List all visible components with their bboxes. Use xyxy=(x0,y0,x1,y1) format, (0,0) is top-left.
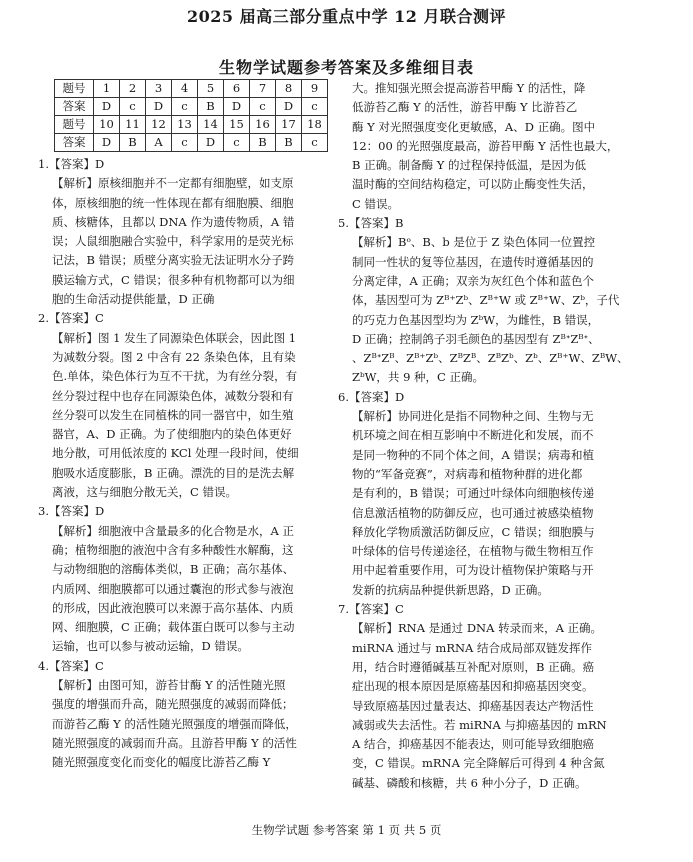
text-line: C 错误。 xyxy=(352,196,399,211)
text-line: 12：00 的光照强度最高，游苔甲酶 Y 活性也最大， xyxy=(352,138,619,153)
answer-table-cell: 16 xyxy=(250,116,276,134)
answer-table-cell: 8 xyxy=(276,80,302,98)
answer-table-cell: 9 xyxy=(302,80,328,98)
text-line: ZᵇW，共 9 种，C 正确。 xyxy=(352,370,484,385)
answer-table-header-cell: 题号 xyxy=(55,116,94,134)
text-line: 随光照强度变化而变化的幅度比游苔乙酶 Y xyxy=(52,755,271,770)
text-line: 变，C 错误。mRNA 完全降解后可得到 4 种含氮 xyxy=(352,756,605,771)
text-line: 内质网、细胞膜都可以通过囊泡的形式参与液泡 xyxy=(52,581,294,596)
answer-table-cell: B xyxy=(276,134,302,152)
answer-table-cell: D xyxy=(94,134,120,152)
text-line: 体，基因型可为 Zᴮ⁺Zᵇ、Zᴮ⁺W 或 Zᴮ⁺W、Zᵇ，子代 xyxy=(352,293,620,308)
text-line: 离液，这与细胞分散无关，C 错误。 xyxy=(52,485,237,500)
answer-table-cell: 2 xyxy=(120,80,146,98)
answer-table-cell: A xyxy=(146,134,172,152)
text-line: 4.【答案】C xyxy=(38,658,104,673)
text-line: 强度的增强而升高，随光照强度的减弱而降低； xyxy=(52,697,294,712)
text-line: 丝分裂过程中也存在同源染色体，减数分裂和有 xyxy=(52,388,294,403)
answer-table-cell: c xyxy=(120,98,146,116)
answer-table-header-cell: 题号 xyxy=(55,80,94,98)
text-line: 体，原核细胞的统一性体现在都有细胞膜、细胞 xyxy=(52,195,294,210)
text-line: 信息激活植物的防御反应，也可通过被感染植物 xyxy=(352,505,594,520)
answer-table-row xyxy=(55,80,328,98)
text-line: 是同一物种的不同个体之间，A 错误；病毒和植 xyxy=(352,447,594,462)
page-title: 2025 届高三部分重点中学 12 月联合测评 xyxy=(186,7,506,26)
text-line: 膜运输方式，C 错误；很多种有机物都可以为细 xyxy=(52,272,295,287)
text-line: 、ZᴮᐩZᴮ、Zᴮ⁺Zᵇ、ZᴮZᴮ、ZᴮZᵇ、Zᵇ、Zᴮ⁺W、ZᴮW、 xyxy=(352,351,629,366)
left-column xyxy=(38,155,352,773)
answer-table-cell: 14 xyxy=(198,116,224,134)
text-line: 碱基、磷酸和核糖，共 6 种小分子，D 正确。 xyxy=(352,775,587,790)
right-column xyxy=(338,79,660,793)
text-line: 大。推知强光照会提高游苔甲酶 Y 的活性，降 xyxy=(352,81,586,95)
text-line: 机环境之间在相互影响中不断进化和发展，而不 xyxy=(352,428,594,443)
answer-table-cell: c xyxy=(302,98,328,116)
answer-table-cell: D xyxy=(94,98,120,116)
text-line: miRNA 通过与 mRNA 结合成局部双链发挥作 xyxy=(352,640,593,655)
answer-table-cell: c xyxy=(224,134,250,152)
text-line: 用，结合时遵循碱基互补配对原则，B 正确。癌 xyxy=(352,659,595,674)
answer-table-cell: 6 xyxy=(224,80,250,98)
text-line: 质、核糖体，且都以 DNA 作为遗传物质，A 错 xyxy=(52,214,295,229)
text-line: 确；植物细胞的液泡中含有多种酸性水解酶，这 xyxy=(52,542,294,557)
text-line: 制同一性状的复等位基因，在遗传时遵循基因的 xyxy=(352,254,594,269)
text-line: 酶 Y 对光照强度变化更敏感，A、D 正确。图中 xyxy=(352,119,596,134)
text-line: 【解析】Bᵒ、B、b 是位于 Z 染色体同一位置控 xyxy=(352,235,596,250)
text-line: 分离定律，A 正确；双亲为灰红色个体和蓝色个 xyxy=(352,273,594,288)
text-line: 而游苔乙酶 Y 的活性随光照强度的增强而降低， xyxy=(52,716,297,731)
text-line: 发新的抗病品种提供新思路，D 正确。 xyxy=(352,582,549,597)
text-line: 2.【答案】C xyxy=(38,311,104,326)
text-line: B 正确。制备酶 Y 的过程保持低温，是因为低 xyxy=(352,158,587,173)
text-line: 症出现的根本原因是原癌基因和抑癌基因突变。 xyxy=(352,679,594,694)
text-line: 【解析】由图可知，游苔甘酶 Y 的活性随光照 xyxy=(52,678,286,693)
text-line: 的巧克力色基因型均为 ZᵇW，为雌性，B 错误， xyxy=(352,312,600,327)
answer-table-cell: 5 xyxy=(198,80,224,98)
text-line: 地分散，可用低浓度的 KCl 处理一段时间，使细 xyxy=(52,446,299,461)
answer-table-header-cell: 答案 xyxy=(55,134,94,152)
text-line: 记法，B 错误；质壁分离实验无法证明水分子跨 xyxy=(52,253,295,268)
answer-table-cell: 15 xyxy=(224,116,250,134)
text-line: 【解析】原核细胞并不一定都有细胞壁，如支原 xyxy=(52,176,294,191)
text-line: 温时酶的空间结构稳定，可以防止酶变性失活， xyxy=(352,177,594,192)
answer-table-cell: D xyxy=(224,98,250,116)
text-line: 为减数分裂。图 2 中含有 22 条染色体，且有染 xyxy=(52,349,296,364)
text-line: 6.【答案】D xyxy=(338,389,405,404)
text-line: 【解析】RNA 是通过 DNA 转录而来，A 正确。 xyxy=(352,621,603,636)
text-line: 随光照强度的减弱而升高。且游苔甲酶 Y 的活性 xyxy=(52,735,297,750)
text-line: A 结合，抑癌基因不能表达，则可能导致细胞癌 xyxy=(352,737,594,752)
text-line: 网、细胞膜，C 正确；载体蛋白既可以参与主动 xyxy=(52,620,295,635)
text-line: 运输，也可以参与被动运输，D 错误。 xyxy=(52,639,249,654)
answer-table-row xyxy=(55,98,328,116)
text-line: 3.【答案】D xyxy=(38,504,105,519)
answer-table-cell: c xyxy=(302,134,328,152)
text-line: 胞吸水适度膨胀，B 正确。漂洗的目的是洗去解 xyxy=(52,465,295,480)
text-line: 【解析】细胞液中含量最多的化合物是水，A 正 xyxy=(52,523,294,538)
answer-table-cell: 3 xyxy=(146,80,172,98)
answer-table-cell: c xyxy=(172,134,198,152)
answer-table-cell: 13 xyxy=(172,116,198,134)
answer-table-cell: 17 xyxy=(276,116,302,134)
answer-table-cell: 1 xyxy=(94,80,120,98)
answer-table-cell: 18 xyxy=(302,116,328,134)
text-line: 导致原癌基因过量表达、抑癌基因表达产物活性 xyxy=(352,698,594,713)
text-line: 7.【答案】C xyxy=(338,602,404,617)
answer-table-cell: D xyxy=(198,134,224,152)
answer-table-header-cell: 答案 xyxy=(55,98,94,116)
answer-table-cell: c xyxy=(250,98,276,116)
answer-table-cell: B xyxy=(198,98,224,116)
text-line: 叶绿体的信号传递途径，在植物与微生物相互作 xyxy=(352,544,594,559)
text-line: 的形成，因此液泡膜可以来源于高尔基体、内质 xyxy=(52,600,294,615)
answer-table-row xyxy=(55,134,328,152)
page-subtitle: 生物学试题参考答案及多维细目表 xyxy=(218,58,474,77)
answer-table-cell: B xyxy=(250,134,276,152)
text-line: 用中起着重要作用，可为设计植物保护策略与开 xyxy=(352,563,594,578)
text-line: 是有利的，B 错误；可通过叶绿体向细胞核传递 xyxy=(352,486,595,501)
answer-table-cell: 11 xyxy=(120,116,146,134)
answer-table-cell: 12 xyxy=(146,116,172,134)
text-line: 【解析】图 1 发生了同源染色体联会，因此图 1 xyxy=(52,330,297,345)
text-line: 释放化学物质激活防御反应，C 错误；细胞膜与 xyxy=(352,524,595,539)
answer-table-cell: D xyxy=(146,98,172,116)
answer-table-cell: c xyxy=(172,98,198,116)
answer-table-cell: B xyxy=(120,134,146,152)
text-line: 低游苔乙酶 Y 的活性，游苔甲酶 Y 比游苔乙 xyxy=(352,100,578,115)
text-line: D 正确；控制鸽子羽毛颜色的基因型有 ZᴮᐩZᴮᐩ、 xyxy=(352,331,600,346)
answer-table-cell: 7 xyxy=(250,80,276,98)
text-line: 减弱或失去活性。若 miRNA 与抑癌基因的 mRN xyxy=(352,717,607,732)
text-line: 色.单体，染色体行为互不干扰，为有丝分裂，有 xyxy=(52,369,298,384)
text-line: 【解析】协同进化是指不同物种之间、生物与无 xyxy=(352,409,594,424)
text-line: 与动物细胞的溶酶体类似，B 正确；高尔基体、 xyxy=(52,562,295,577)
text-line: 1.【答案】D xyxy=(38,157,105,171)
text-line: 器官，A、D 正确。为了使细胞内的染色体更好 xyxy=(52,427,292,442)
page-footer: 生物学试题 参考答案 第 1 页 共 5 页 xyxy=(251,823,442,837)
text-line: 物的“军备竞赛”，对病毒和植物种群的进化都 xyxy=(352,466,583,481)
answer-table xyxy=(54,79,328,152)
answer-table-cell: D xyxy=(276,98,302,116)
text-line: 丝分裂可以发生在同植株的同一器官中，如生殖 xyxy=(52,407,294,422)
answer-table-row xyxy=(55,116,328,134)
answer-table-cell: 10 xyxy=(94,116,120,134)
text-line: 误；人鼠细胞融合实验中，科学家用的是荧光标 xyxy=(52,234,294,249)
text-line: 5.【答案】B xyxy=(338,216,404,231)
answer-table-cell: 4 xyxy=(172,80,198,98)
text-line: 胞的生命活动提供能量，D 正确 xyxy=(52,292,215,307)
